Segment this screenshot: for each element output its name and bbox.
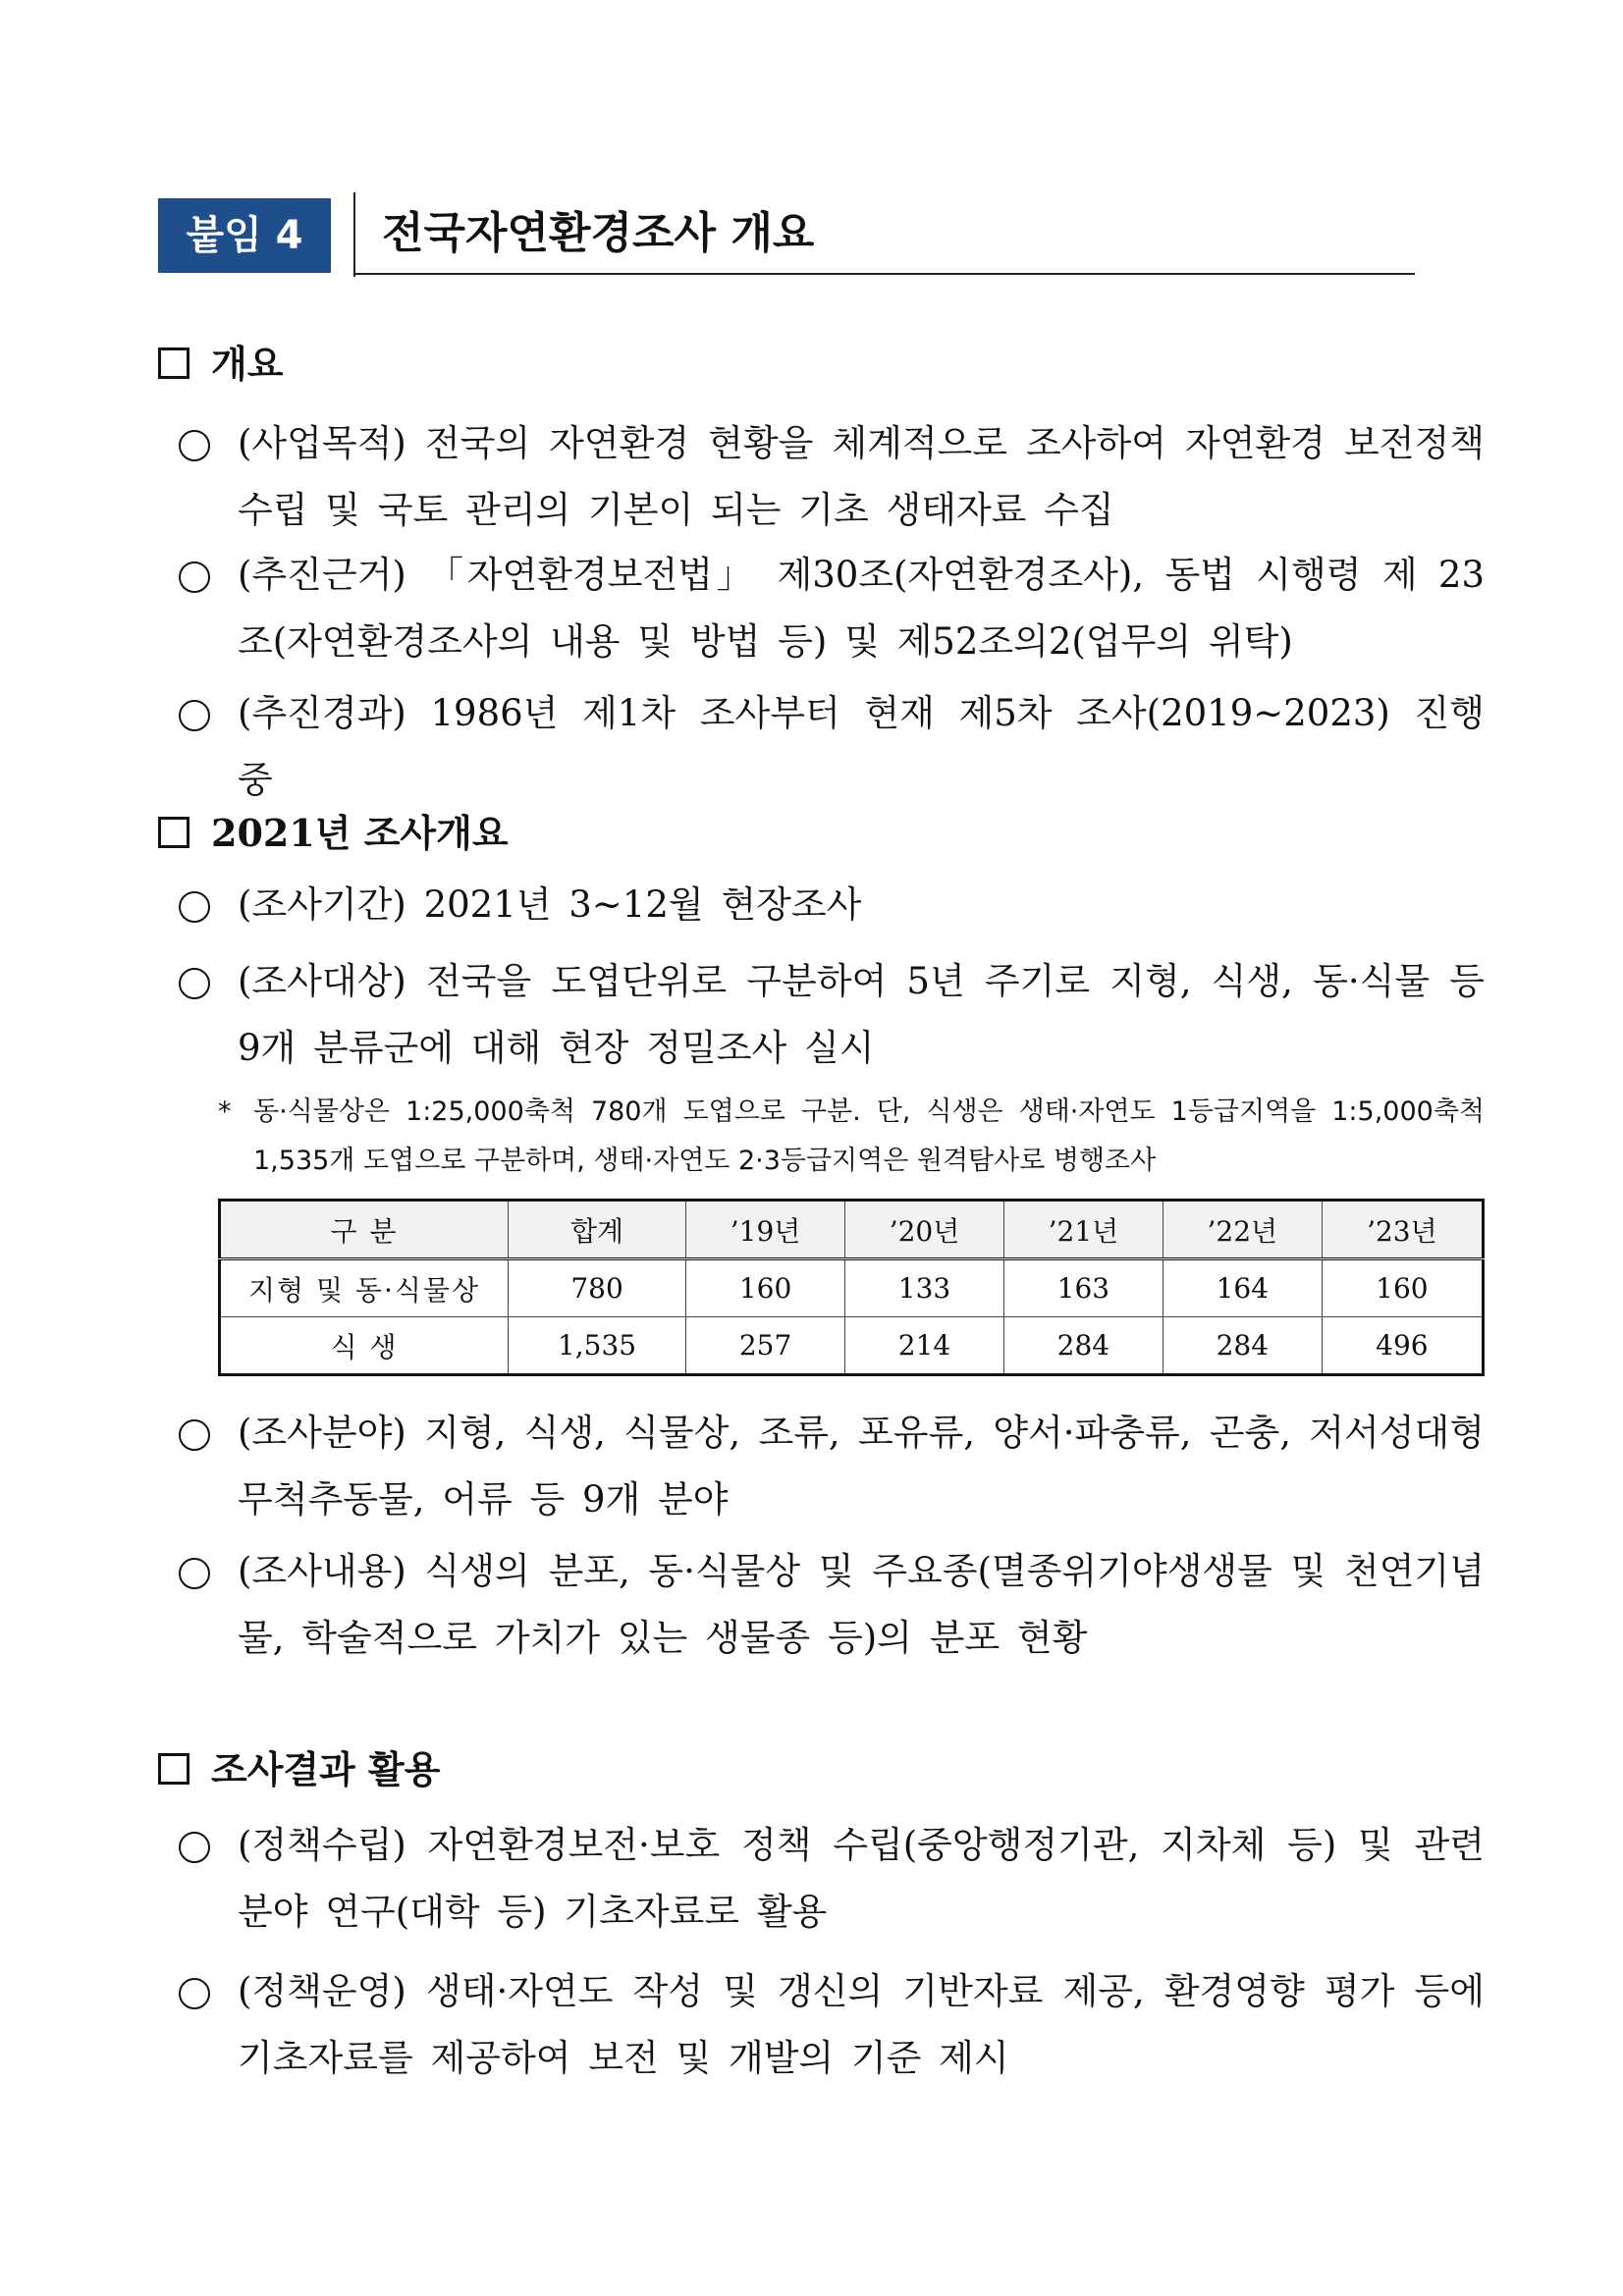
attachment-badge: 붙임 4 xyxy=(158,198,331,273)
checkbox-square-icon xyxy=(158,817,189,848)
table-cell: 163 xyxy=(1003,1259,1163,1317)
circle-bullet-icon xyxy=(179,700,210,731)
table-cell: 164 xyxy=(1163,1259,1322,1317)
column-header: ’22년 xyxy=(1163,1201,1322,1259)
checkbox-square-icon xyxy=(158,347,189,379)
footnote-mark: * xyxy=(218,1096,232,1127)
circle-bullet-icon xyxy=(179,1419,210,1451)
table-cell: 160 xyxy=(686,1259,845,1317)
header-divider xyxy=(353,192,355,277)
footnote-text: 동·식물상은 1:25,000축척 780개 도엽으로 구분. 단, 식생은 생태·자연도 1등급지역을 1:5,000축척 1,535개 도엽으로 구분하며, 생태·자연도 2·3등급지역은 원격탐사로 병행조사 xyxy=(253,1096,1485,1176)
bullet-text: (정책운영) 생태·자연도 작성 및 갱신의 기반자료 제공, 환경영향 평가 등에 기초자료를 제공하여 보전 및 개발의 기준 제시 xyxy=(238,1970,1485,2079)
bullet-text: (추진경과) 1986년 제1차 조사부터 현재 제5차 조사(2019∼2023) 진행 중 xyxy=(238,692,1485,801)
row-label: 식 생 xyxy=(220,1317,509,1375)
bullet-period xyxy=(179,872,1485,938)
bullet-text: (조사대상) 전국을 도엽단위로 구분하여 5년 주기로 지형, 식생, 동·식물 등 9개 분류군에 대해 현장 정밀조사 실시 xyxy=(238,960,1485,1069)
section-heading-utilization xyxy=(158,1739,440,1793)
table-header-row xyxy=(220,1201,1484,1259)
bullet-text: (사업목적) 전국의 자연환경 현황을 체계적으로 조사하여 자연환경 보전정책 수립 및 국토 관리의 기본이 되는 기초 생태자료 수집 xyxy=(238,422,1485,531)
section-heading-text: 조사결과 활용 xyxy=(211,1747,441,1791)
table-cell: 214 xyxy=(845,1317,1004,1375)
table-cell: 160 xyxy=(1322,1259,1483,1317)
table-cell: 284 xyxy=(1163,1317,1322,1375)
bullet-policy-operation xyxy=(179,1958,1485,2092)
section-heading-text: 개요 xyxy=(211,342,284,386)
bullet-fields xyxy=(179,1400,1485,1533)
circle-bullet-icon xyxy=(179,430,210,461)
table-cell: 496 xyxy=(1322,1317,1483,1375)
column-header: 구 분 xyxy=(220,1201,509,1259)
title-underline xyxy=(353,273,1415,275)
section-heading-2021 xyxy=(158,803,509,857)
circle-bullet-icon xyxy=(179,1832,210,1863)
survey-table xyxy=(218,1199,1485,1376)
column-header: ’23년 xyxy=(1322,1201,1483,1259)
bullet-policy-making xyxy=(179,1812,1485,1946)
table-cell: 1,535 xyxy=(509,1317,686,1375)
column-header: 합계 xyxy=(509,1201,686,1259)
circle-bullet-icon xyxy=(179,891,210,923)
column-header: ’19년 xyxy=(686,1201,845,1259)
page-title: 전국자연환경조사 개요 xyxy=(382,208,815,258)
circle-bullet-icon xyxy=(179,1558,210,1589)
footnote xyxy=(218,1088,1485,1186)
bullet-text: (추진근거) 「자연환경보전법」 제30조(자연환경조사), 동법 시행령 제 23조(자연환경조사의 내용 및 방법 등) 및 제52조의2(업무의 위탁) xyxy=(238,554,1485,663)
attachment-header xyxy=(158,192,1415,277)
table-cell: 133 xyxy=(845,1259,1004,1317)
column-header: ’20년 xyxy=(845,1201,1004,1259)
bullet-target xyxy=(179,948,1485,1082)
bullet-text: (정책수립) 자연환경보전·보호 정책 수립(중앙행정기관, 지차체 등) 및 관련분야 연구(대학 등) 기초자료로 활용 xyxy=(238,1824,1485,1933)
bullet-text: (조사기간) 2021년 3~12월 현장조사 xyxy=(238,883,862,926)
bullet-purpose xyxy=(179,410,1485,544)
section-heading-overview xyxy=(158,334,283,388)
bullet-text: (조사분야) 지형, 식생, 식물상, 조류, 포유류, 양서·파충류, 곤충, 저서성대형무척추동물, 어류 등 9개 분야 xyxy=(238,1412,1485,1521)
section-heading-text: 2021년 조사개요 xyxy=(211,811,509,855)
table-cell: 780 xyxy=(509,1259,686,1317)
checkbox-square-icon xyxy=(158,1753,189,1785)
circle-bullet-icon xyxy=(179,1978,210,2009)
circle-bullet-icon xyxy=(179,561,210,593)
table-cell: 257 xyxy=(686,1317,845,1375)
bullet-progress xyxy=(179,680,1485,814)
bullet-content xyxy=(179,1538,1485,1672)
bullet-basis xyxy=(179,542,1485,675)
table-row xyxy=(220,1317,1484,1375)
bullet-text: (조사내용) 식생의 분포, 동·식물상 및 주요종(멸종위기야생생물 및 천연기념물, 학술적으로 가치가 있는 생물종 등)의 분포 현황 xyxy=(238,1550,1485,1659)
table-cell: 284 xyxy=(1003,1317,1163,1375)
table-row xyxy=(220,1259,1484,1317)
circle-bullet-icon xyxy=(179,968,210,999)
column-header: ’21년 xyxy=(1003,1201,1163,1259)
row-label: 지형 및 동·식물상 xyxy=(220,1259,509,1317)
